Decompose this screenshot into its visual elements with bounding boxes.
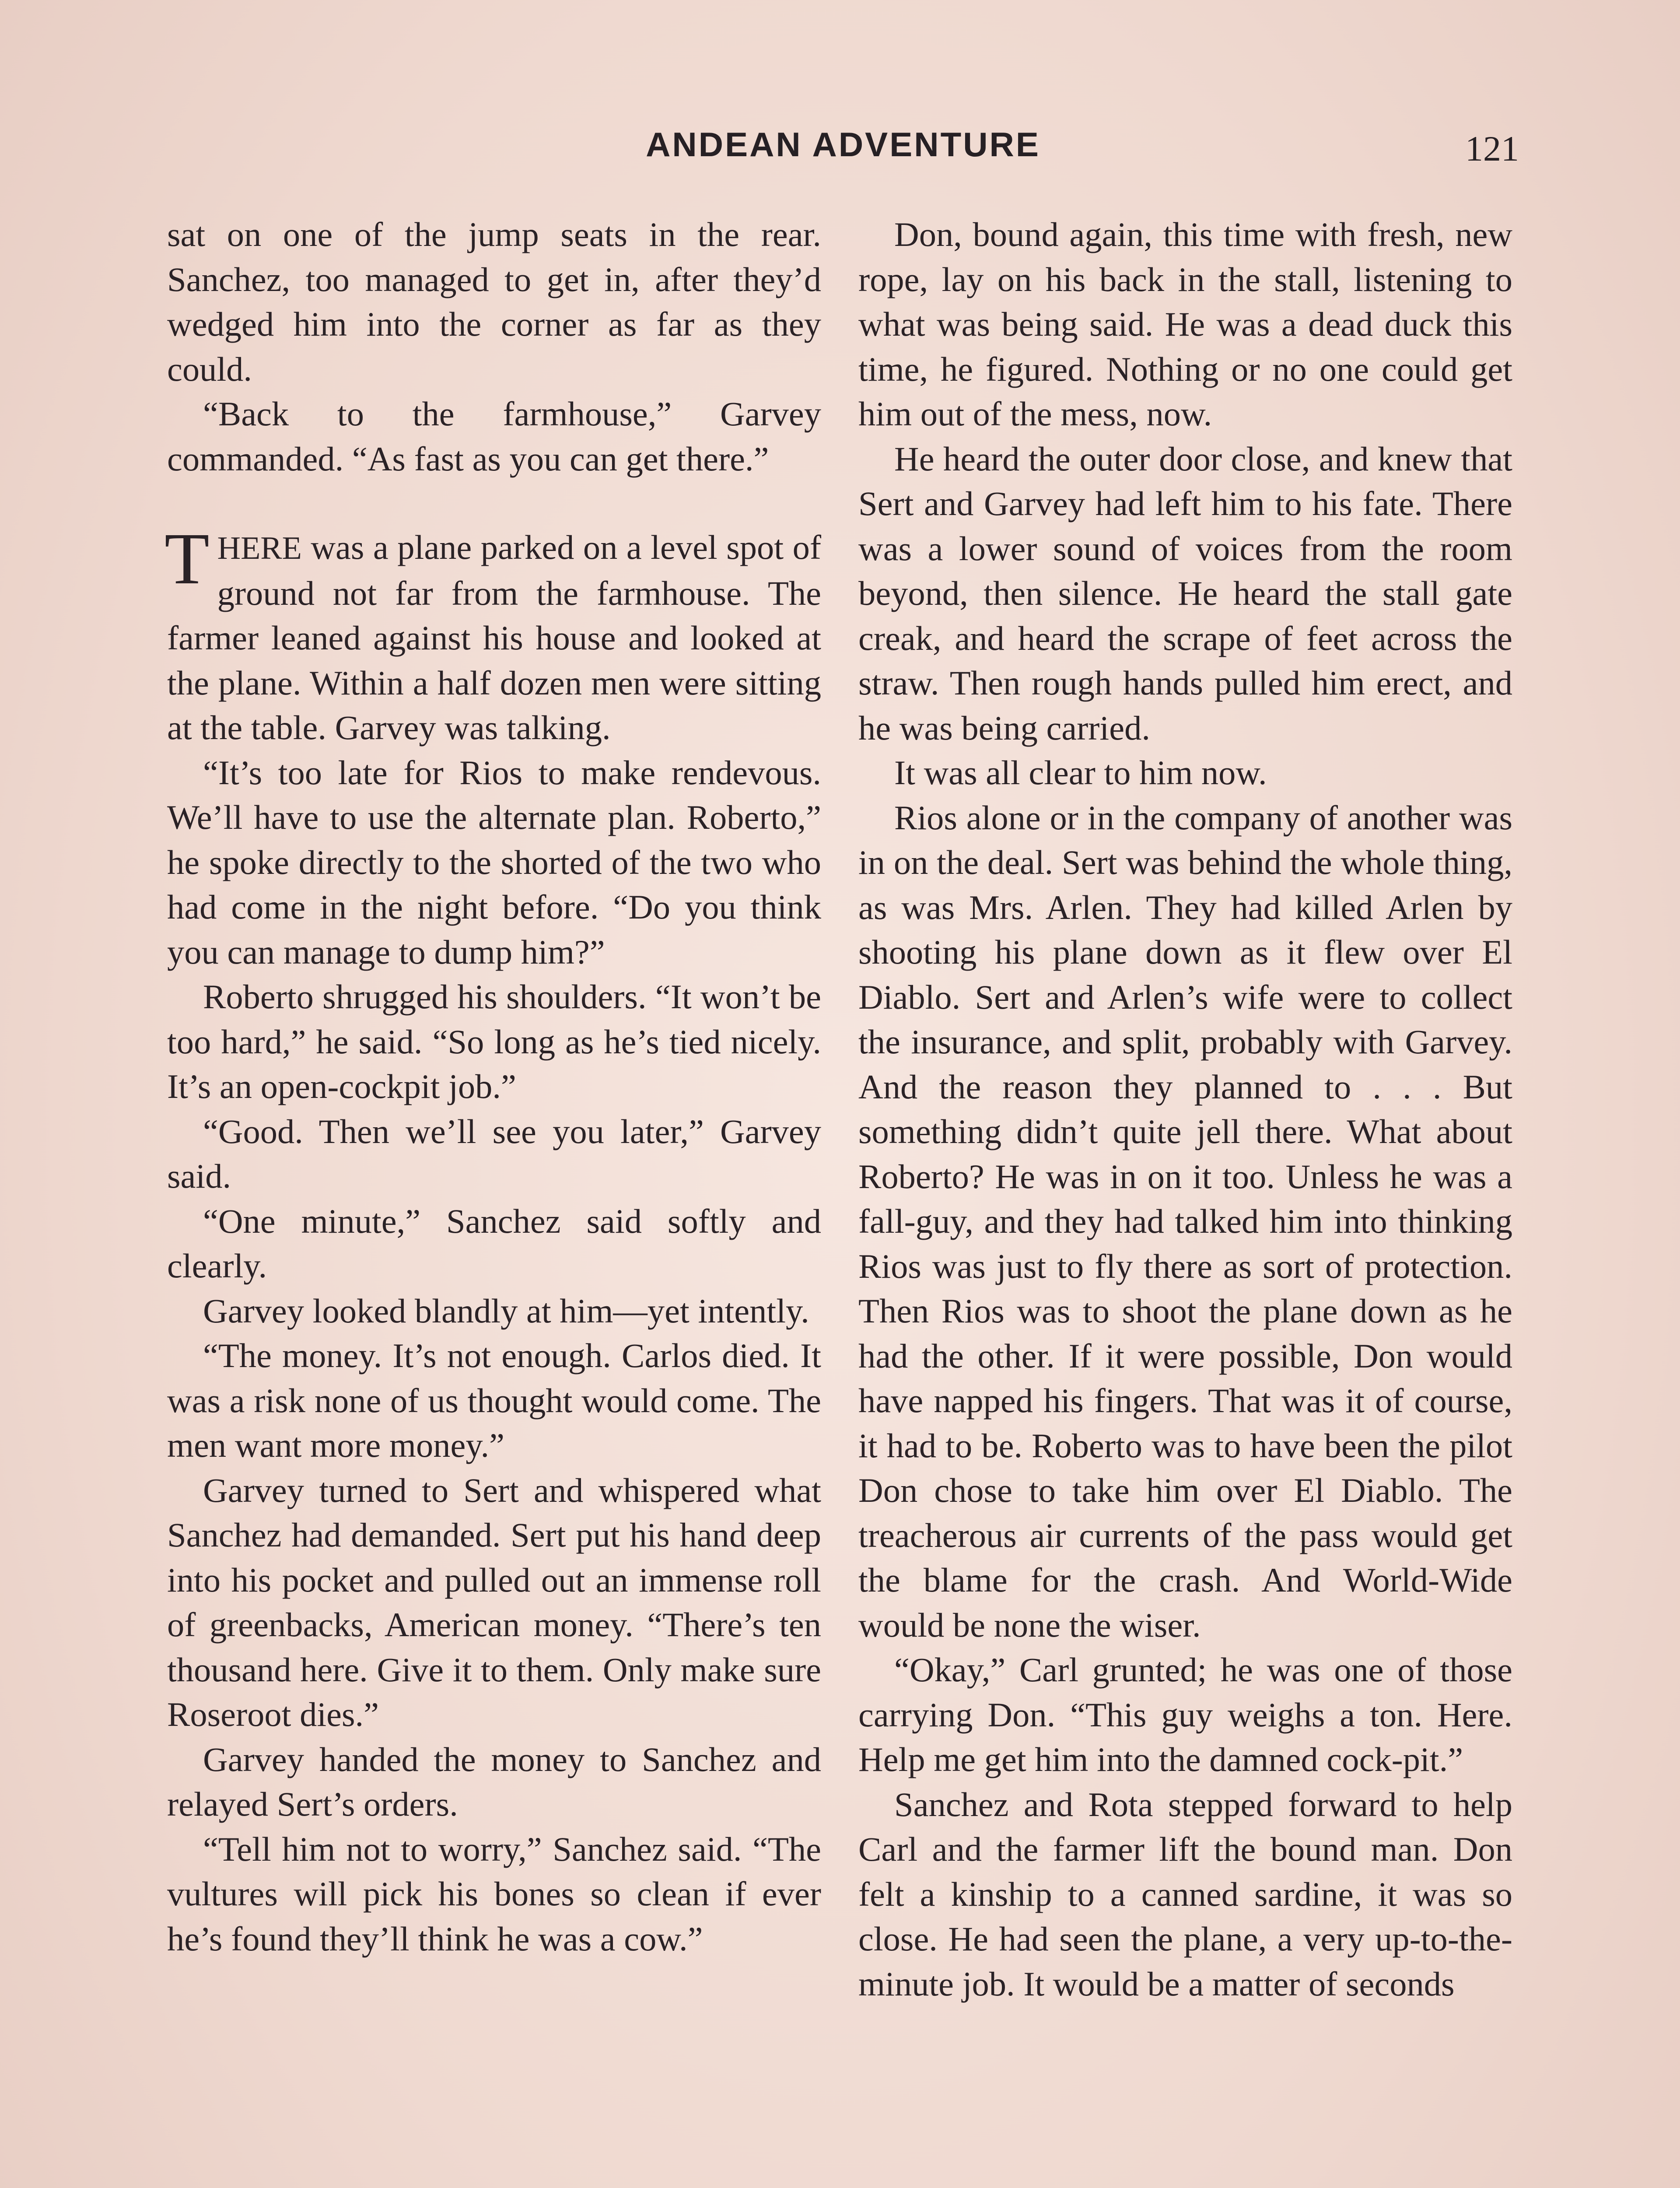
drop-cap: T: [164, 518, 210, 600]
paragraph: “The money. It’s not enough. Carlos died. It was a risk none of us thought would come. The men want more money.”: [167, 1336, 821, 1464]
paragraph: “It’s too late for Rios to make rendevous. We’ll have to use the alternate plan. Roberto,” he spoke directly to the shorted of the two who had come in the night before. “Do you think you can manage to dump him?”: [167, 753, 821, 971]
paragraph: Garvey turned to Sert and whispered what Sanchez had demanded. Sert put his hand deep into his pocket and pulled out an immense roll of greenbacks, American money. “There’s ten thousand here. Give it to them. Only make sure Roseroot dies.”: [167, 1471, 821, 1733]
paragraph: Don, bound again, this time with fresh, new rope, lay on his back in the stall, listening to what was being said. He was a dead duck this time, he figured. Nothing or no one could get him out of the mess, now.: [858, 215, 1512, 433]
paragraph: Sanchez and Rota stepped forward to help Carl and the farmer lift the bound man. Don felt a kinship to a canned sardine, it was so close. He had seen the plane, a very up-to-the-minute job. It would be a matter of seconds: [858, 1785, 1512, 2003]
paragraph: It was all clear to him now.: [894, 754, 1267, 792]
paragraph-text: was a plane parked on a level spot of ground not far from the farmhouse. The farmer leaned against his house and looked at the plane. Within a half dozen men were sitting at the table. Garvey was talking.: [167, 528, 821, 747]
page-number: 121: [1465, 129, 1519, 168]
paragraph: Garvey handed the money to Sanchez and relayed Sert’s orders.: [167, 1740, 821, 1823]
left-column: [164, 212, 821, 1961]
page-header: [167, 125, 1519, 173]
paragraph: sat on one of the jump seats in the rear. Sanchez, too managed to get in, after they’d wedged him into the corner as far as they could.: [167, 215, 821, 388]
paragraph: “Okay,” Carl grunted; he was one of those carrying Don. “This guy weighs a ton. Here. Help me get him into the damned cock-pit.”: [858, 1651, 1512, 1778]
paragraph: “One minute,” Sanchez said softly and clearly.: [167, 1202, 821, 1285]
paragraph: Roberto shrugged his shoulders. “It won’t be too hard,” he said. “So long as he’s tied nicely. It’s an open-cockpit job.”: [167, 978, 821, 1105]
running-head: ANDEAN ADVENTURE: [646, 125, 1040, 164]
section-opening-paragraph: [164, 518, 821, 750]
small-caps-lead: HERE: [217, 530, 302, 566]
paragraph: Rios alone or in the company of another was in on the deal. Sert was behind the whole thing, as was Mrs. Arlen. They had killed Arlen by shooting his plane down as it flew over El Diablo. Sert and Arlen’s wife were to collect the insurance, and split, probably with Garvey. And the reason they planned to . . . But something didn’t quite jell there. What about Roberto? He was in on it too. Unless he was a fall-guy, and they had talked him into thinking Rios was just to fly there as sort of protection. Then Rios was to shoot the plane down as he had the other. If it were possible, Don would have napped his fingers. That was it of course, it had to be. Roberto was to have been the pilot Don chose to take him over El Diablo. The treacherous air currents of the pass would get the blame for the crash. And World-Wide would be none the wiser.: [858, 798, 1512, 1644]
paragraph: “Tell him not to worry,” Sanchez said. “The vultures will pick his bones so clean if ever he’s found they’ll think he was a cow.”: [167, 1830, 821, 1958]
paragraph: Garvey looked blandly at him—yet intently.: [203, 1291, 809, 1330]
paragraph: “Back to the farmhouse,” Garvey commanded. “As fast as you can get there.”: [167, 395, 821, 478]
paragraph: He heard the outer door close, and knew that Sert and Garvey had left him to his fate. There was a lower sound of voices from the room beyond, then silence. He heard the stall gate creak, and heard the scrape of feet across the straw. Then rough hands pulled him erect, and he was being carried.: [858, 439, 1512, 747]
right-column: [858, 212, 1512, 2006]
paragraph: “Good. Then we’ll see you later,” Garvey said.: [167, 1112, 821, 1195]
